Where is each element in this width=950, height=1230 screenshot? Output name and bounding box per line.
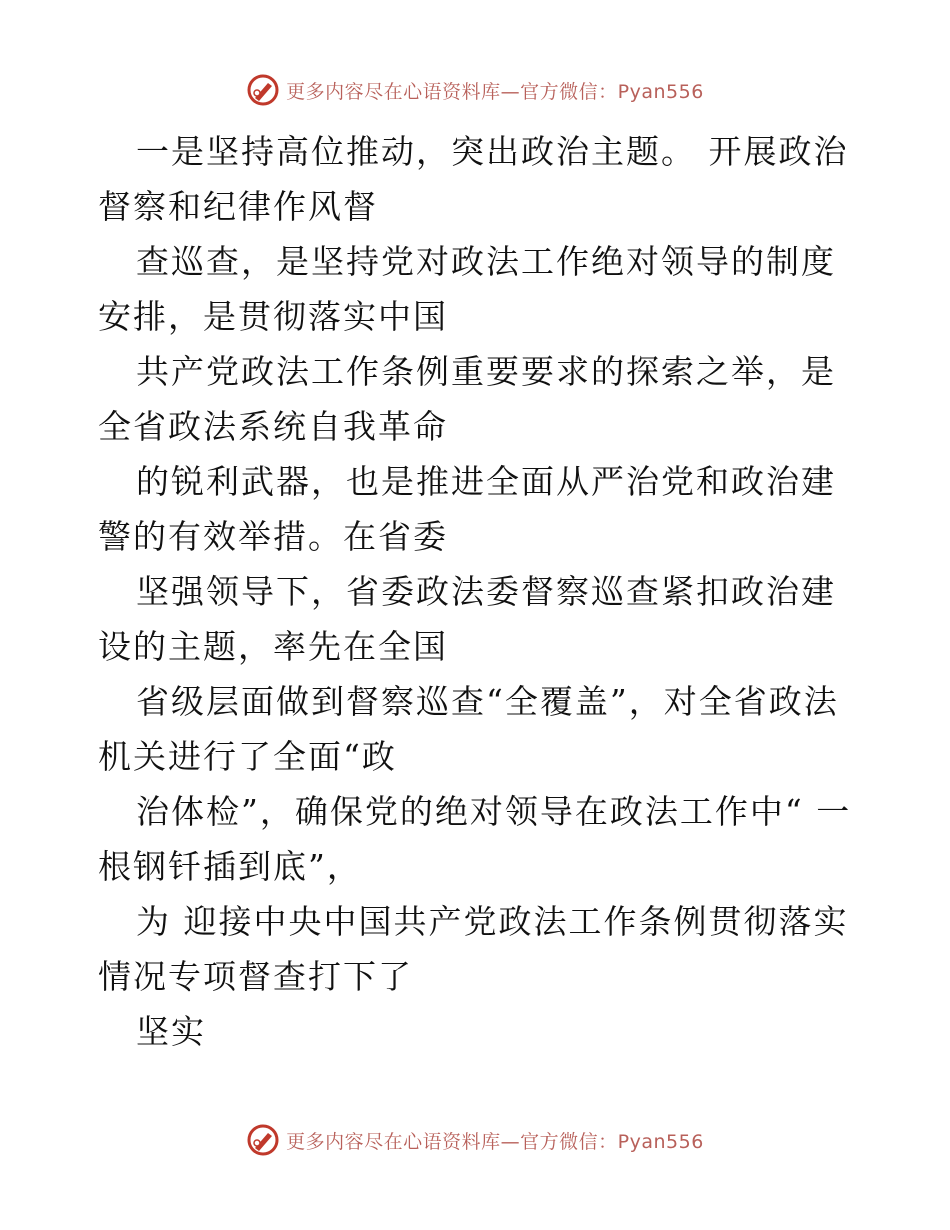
paragraph: 一是坚持高位推动，突出政治主题。 开展政治督察和纪律作风督 <box>98 132 849 226</box>
pen-logo-icon <box>246 1123 280 1157</box>
paragraph: 的锐利武器，也是推进全面从严治党和政治建警的有效举措。在省委 <box>98 462 836 556</box>
footer-banner <box>0 1120 950 1160</box>
paragraph: 共产党政法工作条例重要要求的探索之举，是全省政法系统自我革命 <box>98 352 836 446</box>
banner-text: 更多内容尽在心语资料库—官方微信：Pyan556 <box>286 1130 704 1153</box>
paragraph: 查巡查，是坚持党对政法工作绝对领导的制度安排，是贯彻落实中国 <box>98 242 836 336</box>
paragraph: 坚实 <box>136 1012 206 1051</box>
paragraph: 坚强领导下，省委政法委督察巡查紧扣政治建设的主题，率先在全国 <box>98 572 836 666</box>
paragraph: 治体检”，确保党的绝对领导在政法工作中“ 一根钢钎插到底”， <box>98 792 852 886</box>
paragraph: 为 迎接中央中国共产党政法工作条例贯彻落实情况专项督查打下了 <box>98 902 849 996</box>
banner-text: 更多内容尽在心语资料库—官方微信：Pyan556 <box>286 80 704 103</box>
paragraph: 省级层面做到督察巡查“全覆盖”，对全省政法机关进行了全面“政 <box>98 682 839 776</box>
pen-logo-icon <box>246 73 280 107</box>
document-body <box>98 124 858 1059</box>
header-banner <box>0 70 950 110</box>
